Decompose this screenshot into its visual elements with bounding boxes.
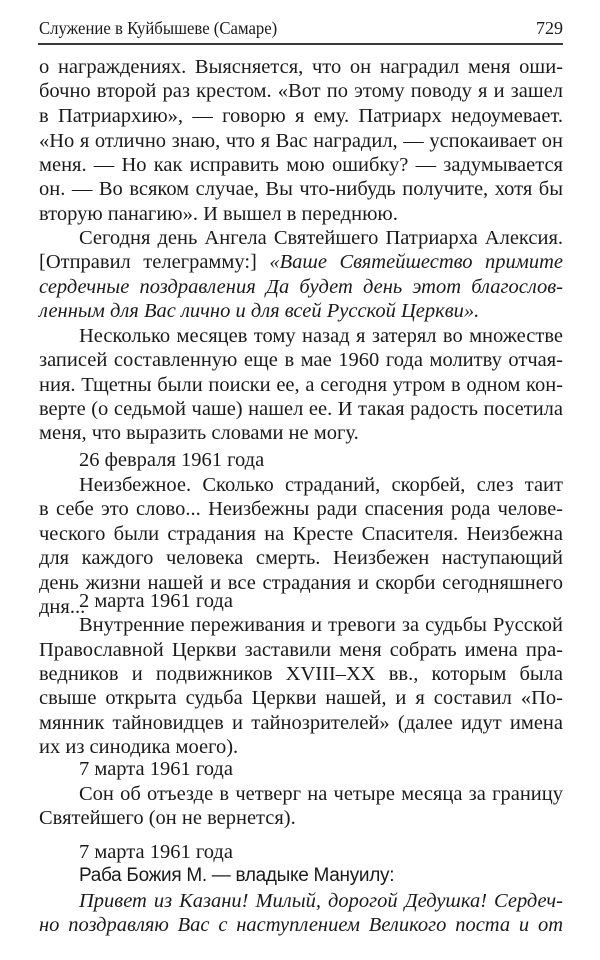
- telegram-label: [Отправил телеграмму:]: [39, 251, 257, 273]
- entry-date: 2 марта 1961 года: [79, 590, 233, 612]
- page-number: 729: [536, 18, 563, 38]
- letter-text: но поздравляю Вас с наступлением Великого поста и от: [39, 914, 563, 936]
- running-title: Служение в Куйбышеве (Самаре): [39, 18, 278, 38]
- text-line: в Патриархию», — говорю я ему. Патриарх недоумевает.: [39, 105, 563, 127]
- header-rule: [38, 43, 563, 45]
- text-line: Внутренние переживания и тревоги за судьбы Русской: [79, 614, 563, 636]
- text-line: бочно второй раз крестом. «Вот по этому поводу я и зашел: [39, 80, 563, 102]
- text-line: свыше открыта судьба Церкви нашей, и я составил «По-: [39, 687, 563, 709]
- text-line: записей составленную еще в мае 1960 года молитву отчая-: [39, 349, 563, 371]
- text-line: ведников и подвижников XVIII–XX вв., которым была: [39, 663, 563, 685]
- text-line: вторую панагию». И вышел в переднюю.: [39, 203, 398, 225]
- text-line: меня, что выразить словами не могу.: [39, 422, 359, 444]
- text-line: Святейшего (он не вернется).: [39, 807, 296, 829]
- text-line: Православной Церкви заставили меня собрать имена пра-: [39, 639, 563, 661]
- text-line: Сон об отъезде в четверг на четыре месяца за границу: [79, 783, 563, 805]
- entry-date: 26 февраля 1961 года: [79, 449, 265, 471]
- text-line: ческого были страдания на Кресте Спасителя. Неизбежна: [39, 523, 563, 545]
- text-line: верте (о седьмой чаше) нашел ее. И такая радость посетила: [39, 398, 563, 420]
- text-line: их из синодика моего).: [39, 736, 239, 758]
- letter-text: Привет из Казани! Милый, дорогой Дедушка! Сердеч-: [79, 890, 563, 912]
- entry-date: 7 марта 1961 года: [79, 758, 233, 780]
- text-line: о награждениях. Выясняется, что он наградил меня оши-: [39, 56, 563, 78]
- running-head: [39, 16, 563, 40]
- text-line: день жизни нашей и все страдания и скорби сегодняшнего: [39, 572, 563, 594]
- paragraph-start: Несколько месяцев тому назад я затерял во множестве: [79, 325, 563, 347]
- text-line: дня...: [39, 596, 86, 618]
- telegram-text: ленным для Вас лично и для всей Русской Церкви».: [39, 300, 480, 322]
- text-line: для каждого человека смерть. Неизбежен наступающий: [39, 547, 563, 569]
- text-line: меня. — Но как исправить мою ошибку? — задумывается: [39, 154, 563, 176]
- letter-attribution: Раба Божия М. — владыке Мануилу:: [79, 865, 395, 886]
- text-line: он. — Во всяком случае, Вы что-нибудь получите, хотя бы: [39, 178, 563, 200]
- text-line: Неизбежное. Сколько страданий, скорбей, слез таит: [79, 474, 563, 496]
- telegram-text: сердечные поздравления Да будет день этот благослов-: [39, 276, 563, 298]
- paragraph-start: Сегодня день Ангела Святейшего Патриарха Алексия.: [79, 227, 563, 249]
- text-line: мянник тайновидцев и тайнозрителей» (далее идут имена: [39, 712, 563, 734]
- text-line: ния. Тщетны были поиски ее, а сегодня утром в одном кон-: [39, 374, 563, 396]
- entry-date: 7 марта 1961 года: [79, 841, 233, 863]
- telegram-quote-start: «Ваше Святейшество примите: [269, 251, 564, 273]
- telegram-line: [39, 250, 563, 274]
- text-line: «Но я отлично знаю, что я Вас наградил, — успокаивает он: [39, 130, 563, 152]
- text-line: в себе это слово... Неизбежны ради спасения рода челове-: [39, 498, 563, 520]
